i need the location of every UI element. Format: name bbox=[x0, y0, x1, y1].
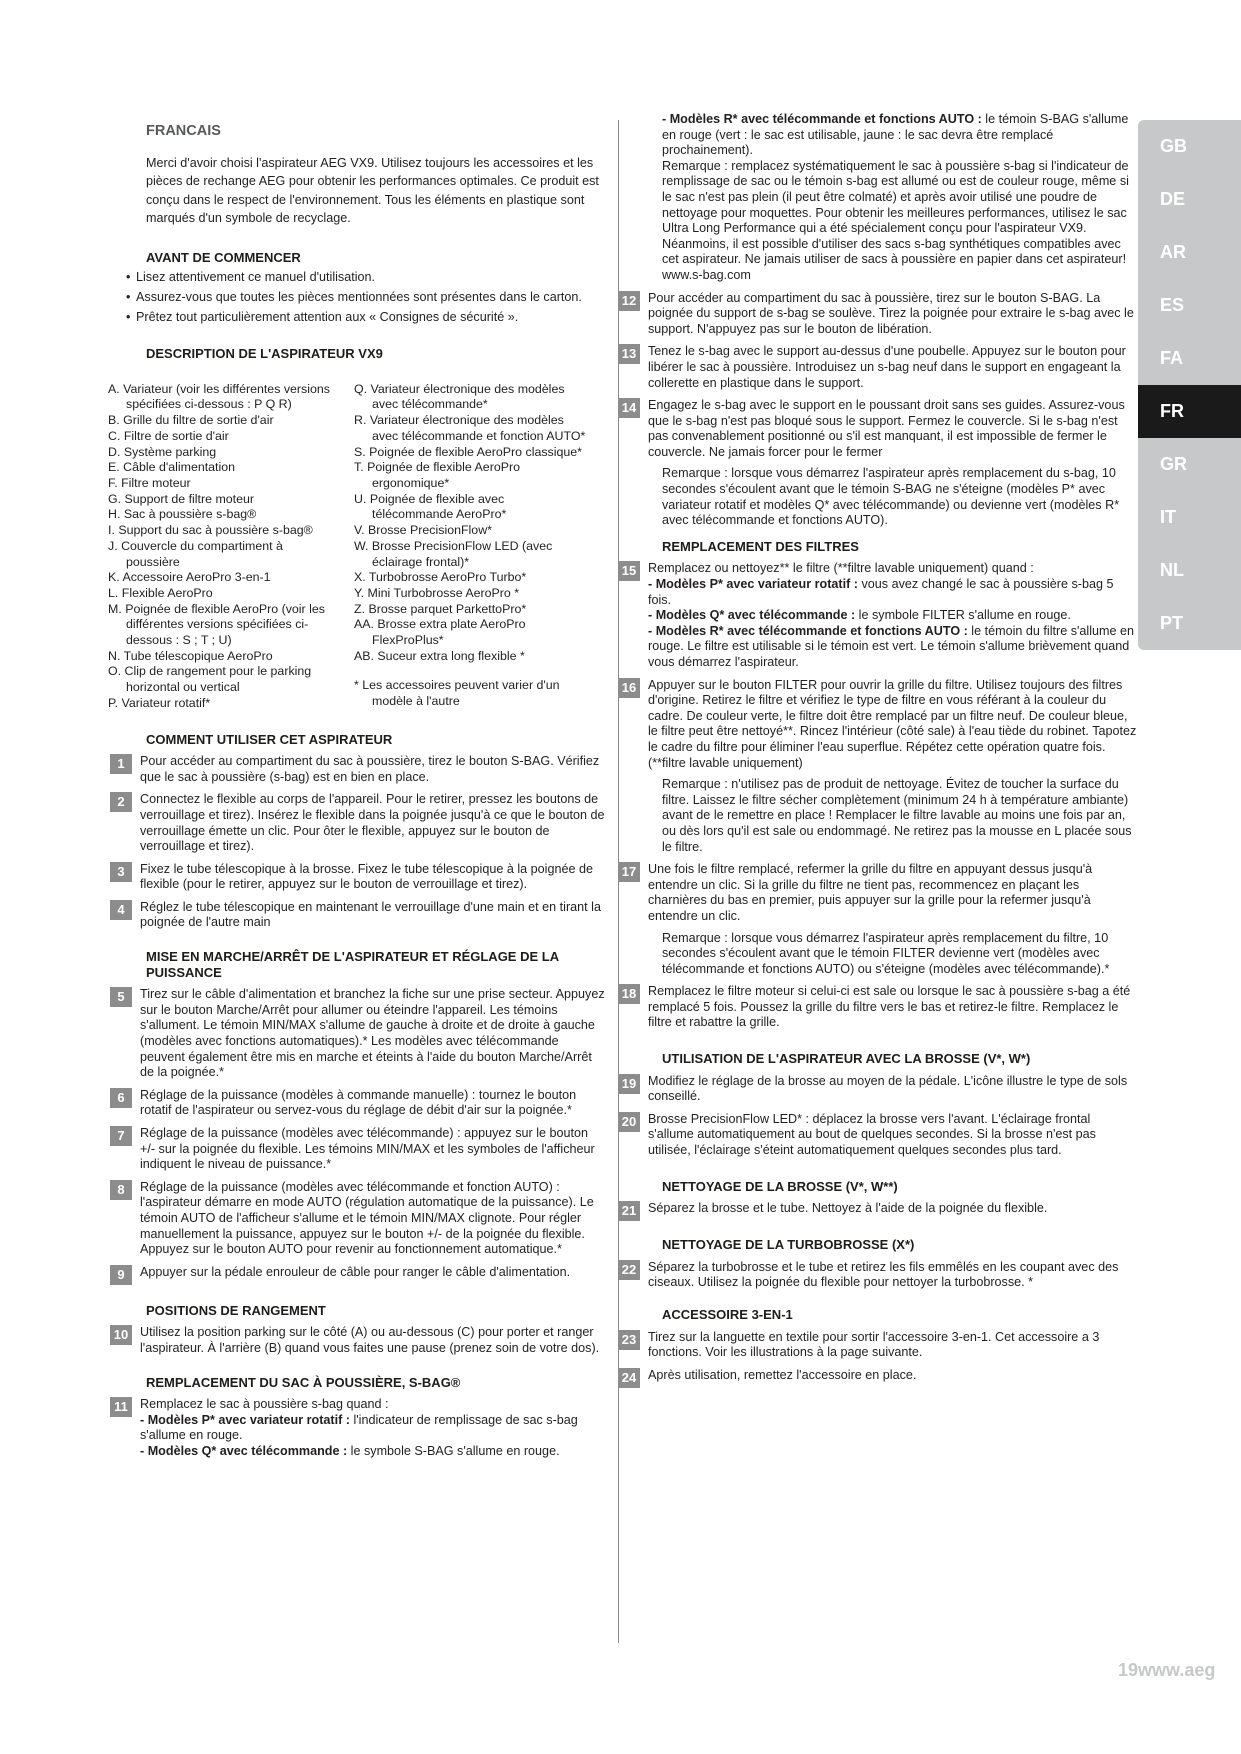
description-heading: DESCRIPTION DE L'ASPIRATEUR VX9 bbox=[146, 346, 383, 362]
part-item: S. Poignée de flexible AeroPro classique* bbox=[354, 444, 582, 459]
step-text: Séparez la brosse et le tube. Nettoyez à l'aide de la poignée du flexible. bbox=[648, 1201, 1048, 1216]
step-number: 6 bbox=[110, 1088, 132, 1108]
part-item: L. Flexible AeroPro bbox=[108, 585, 213, 600]
parts-list bbox=[108, 382, 606, 712]
left-column bbox=[108, 123, 606, 1465]
step-item bbox=[117, 1264, 606, 1285]
step-number: 9 bbox=[110, 1265, 132, 1285]
step-text: Tenez le s-bag avec le support au-dessus d'une poubelle. Appuyez sur le bouton pour libérer le sac à poussière. Introduisez un s-bag neuf dans le support en engageant la collerette en plastique dans le support. bbox=[648, 344, 1126, 390]
model-text: vous avez changé le sac à poussière s-bag 5 fois. bbox=[648, 577, 1114, 607]
model-label: - Modèles Q* avec télécommande : bbox=[648, 608, 856, 623]
step-text: Séparez la turbobrosse et le tube et retirez les fils emmêlés en les coupant avec des ciseaux. Utilisez la poignée du flexible pour nettoyer la turbobrosse. * bbox=[648, 1259, 1119, 1290]
filters-heading: REMPLACEMENT DES FILTRES bbox=[662, 538, 859, 554]
step-text: Réglez le tube télescopique en maintenant le verrouillage d'une main et en tirant la poignée de l'autre main bbox=[140, 899, 601, 930]
step-11-p bbox=[140, 1413, 606, 1444]
part-item: M. Poignée de flexible AeroPro (voir les différentes versions spécifiées ci-dessous : S ; T ; U) bbox=[108, 601, 325, 648]
step-text bbox=[140, 1397, 606, 1459]
step-text: Connectez le flexible au corps de l'appareil. Pour le retirer, pressez les boutons de verrouillage et tirez). Insérez le flexible dans la poignée jusqu'à ce que le bouton de verrouillage émette un clic. Pour ôter le flexible, appuyez sur le bouton de verrouillage et tirez). bbox=[140, 792, 605, 854]
page-title: FRANCAIS bbox=[146, 123, 221, 139]
step-item bbox=[621, 677, 1137, 772]
language-tabs bbox=[1138, 120, 1241, 650]
step-item bbox=[621, 344, 1137, 391]
step-item bbox=[114, 1397, 606, 1459]
model-label: - Modèles R* avec télécommande et fonctions AUTO : bbox=[662, 112, 982, 126]
step-item bbox=[117, 754, 606, 785]
part-item: K. Accessoire AeroPro 3-en-1 bbox=[108, 570, 271, 585]
step-item bbox=[113, 1325, 606, 1356]
remark: Remarque : n'utilisez pas de produit de nettoyage. Évitez de toucher la surface du filtre. Laissez le filtre sécher complètement (minimum 24 h à température ambiante) avant de le remettre en place ! Remplacer le filtre lavable au moins une fois par an, ou dès lors qu'il est sale ou endommagé. Ne retirez pas la mousse en L placée sous le filtre. bbox=[662, 777, 1132, 854]
step-item bbox=[117, 1087, 606, 1119]
parts-note: * Les accessoires peuvent varier d'un modèle à l'autre bbox=[354, 678, 560, 709]
part-item: AB. Suceur extra long flexible * bbox=[354, 648, 525, 663]
brushclean-steps bbox=[621, 1201, 1137, 1221]
step-number: 1 bbox=[110, 754, 132, 774]
brush-steps bbox=[621, 1073, 1137, 1159]
step-text: Pour accéder au compartiment du sac à poussière, tirez sur le bouton S-BAG. La poignée du support de s-bag se soulève. Tirez la poignée pour extraire le s-bag avec le support. N'appuyez pas sur le bouton de libération. bbox=[648, 290, 1134, 336]
step-number: 24 bbox=[618, 1368, 640, 1388]
step-11-intro: Remplacez le sac à poussière s-bag quand : bbox=[140, 1397, 389, 1412]
step-text: Une fois le filtre remplacé, refermer la grille du filtre en appuyant dessus jusqu'à entendre un clic. Si la grille du filtre ne tient pas, recommencez en plaçant les charnières du bas en premier, puis appuyer sur la grille pour la refermer jusqu'à entendre un clic. bbox=[648, 862, 1093, 923]
step-text: Tirez sur la languette en textile pour sortir l'accessoire 3-en-1. Cet accessoire a 3 fonctions. Voir les illustrations à la page suivante. bbox=[648, 1329, 1100, 1360]
step-text: Réglage de la puissance (modèles avec télécommande et fonction AUTO) : l'aspirateur démarre en mode AUTO (régulation automatique de la puissance). Le témoin AUTO de l'afficheur s'allume et le témoin MIN/MAX clignote. Pour régler manuellement la puissance, appuyez sur le bouton +/- de la poignée du flexible. Appuyez sur le bouton AUTO pour revenir au fonctionnement automatique.* bbox=[140, 1179, 594, 1257]
step-text: Engagez le s-bag avec le support en le poussant droit sans ses guides. Assurez-vous que le s-bag n'est pas bloqué sous le support. Fermez le couvercle. Si le s-bag n'est pas convenablement positionné ou s'il est manquant, il est impossible de fermer le couvercle. Ne jamais forcer pour le fermer bbox=[648, 398, 1125, 459]
part-item: Y. Mini Turbobrosse AeroPro * bbox=[354, 585, 520, 600]
part-item: R. Variateur électronique des modèles avec télécommande et fonction AUTO* bbox=[354, 413, 586, 443]
step-11-q bbox=[140, 1444, 606, 1460]
language-tab-pt[interactable]: PT bbox=[1138, 597, 1241, 650]
step-item bbox=[117, 987, 606, 1081]
language-tab-gb[interactable]: GB bbox=[1138, 120, 1241, 173]
step-item bbox=[621, 398, 1137, 460]
step-text: Tirez sur le câble d'alimentation et branchez la fiche sur une prise secteur. Appuyez sur le bouton Marche/Arrêt pour allumer ou éteindre l'appareil. Les témoins s'allument. Le témoin MIN/MAX s'allume de gauche à droite et de droite à gauche (modèles avec fonctions automatiques).* Les modèles avec télécommande peuvent également être mis en marche et éteints à l'aide du bouton Marche/Arrêt de la poignée.* bbox=[140, 987, 605, 1080]
part-item: AA. Brosse extra plate AeroPro FlexProPlus* bbox=[354, 617, 526, 648]
sbag-steps bbox=[621, 290, 1137, 461]
part-item: U. Poignée de flexible avec télécommande AeroPro* bbox=[354, 491, 507, 522]
step-text: Utilisez la position parking sur le côté (A) ou au-dessous (C) pour porter et ranger l'aspirateur. À l'arrière (B) quand vous faites une pause (prenez soin de votre dos). bbox=[140, 1325, 600, 1355]
part-item: Q. Variateur électronique des modèles avec télécommande* bbox=[354, 381, 565, 412]
step-number: 20 bbox=[618, 1112, 640, 1132]
part-item: G. Support de filtre moteur bbox=[108, 491, 255, 506]
step-item bbox=[621, 984, 1137, 1031]
step-item bbox=[621, 1201, 1137, 1221]
step-number: 23 bbox=[618, 1330, 640, 1350]
step-item bbox=[621, 1111, 1137, 1159]
step-text: Réglage de la puissance (modèles à commande manuelle) : tournez le bouton rotatif de l'aspirateur ou servez-vous du réglage de débit d'air sur la poignée.* bbox=[140, 1087, 577, 1118]
part-item: D. Système parking bbox=[108, 444, 217, 459]
step-15-q bbox=[648, 608, 1137, 624]
use-steps bbox=[117, 754, 606, 931]
step-15-intro: Remplacez ou nettoyez** le filtre (**filtre lavable uniquement) quand : bbox=[648, 561, 1034, 576]
step-text: Fixez le tube télescopique à la brosse. Fixez le tube télescopique à la poignée de flexible (pour le retirer, appuyez sur le bouton de verrouillage et tirez). bbox=[140, 861, 593, 892]
list-item: • Assurez-vous que toutes les pièces mentionnées sont présentes dans le carton. bbox=[124, 289, 606, 306]
remark: Remarque : lorsque vous démarrez l'aspirateur après remplacement du filtre, 10 secondes s'écoulent avant que le témoin FILTER devienne vert (modèles avec télécommande et fonctions AUTO) ou s'éteigne (modèles avec télécommande).* bbox=[662, 930, 1110, 976]
model-text: le témoin du filtre s'allume en rouge. Le filtre est utilisable si le témoin est vert. Le témoin s'allume brièvement quand vous démarrez l'aspirateur. bbox=[648, 623, 1135, 669]
step-text: Remplacez le filtre moteur si celui-ci est sale ou lorsque le sac à poussière s-bag a été remplacé 5 fois. Poussez la grille du filtre vers le bas et retirez-le filtre. Remplacez le filtre et rabattre la grille. bbox=[648, 984, 1131, 1030]
step-item bbox=[117, 899, 606, 931]
turbo-steps bbox=[621, 1259, 1137, 1291]
step-number: 15 bbox=[618, 561, 640, 581]
step-item bbox=[117, 1179, 606, 1258]
step-number: 10 bbox=[110, 1325, 132, 1345]
acc-heading: ACCESSOIRE 3-EN-1 bbox=[662, 1307, 793, 1322]
step-text: Pour accéder au compartiment du sac à poussière, tirez le bouton S-BAG. Vérifiez que le sac à poussière (s-bag) est en bien en place. bbox=[140, 754, 600, 784]
language-tab-fa[interactable]: FA bbox=[1138, 332, 1241, 385]
step-number: 22 bbox=[618, 1260, 640, 1280]
part-item: N. Tube télescopique AeroPro bbox=[108, 648, 273, 663]
step-text: Après utilisation, remettez l'accessoire en place. bbox=[648, 1367, 917, 1382]
parts-column-1 bbox=[108, 382, 340, 712]
model-label: - Modèles Q* avec télécommande : bbox=[140, 1443, 348, 1458]
part-item: E. Câble d'alimentation bbox=[108, 460, 236, 475]
part-item: I. Support du sac à poussière s-bag® bbox=[108, 523, 313, 538]
step-number: 14 bbox=[618, 398, 640, 418]
language-tab-es[interactable]: ES bbox=[1138, 279, 1241, 332]
list-item: • Lisez attentivement ce manuel d'utilisation. bbox=[124, 269, 606, 286]
step-item bbox=[117, 1126, 606, 1173]
step-item bbox=[621, 1367, 1137, 1388]
brushclean-heading: NETTOYAGE DE LA BROSSE (V*, W**) bbox=[662, 1178, 898, 1194]
part-item: T. Poignée de flexible AeroPro ergonomique* bbox=[354, 460, 521, 490]
step-number: 18 bbox=[618, 984, 640, 1004]
step-number: 5 bbox=[110, 987, 132, 1007]
step-number: 16 bbox=[618, 678, 640, 698]
turbo-heading: NETTOYAGE DE LA TURBOBROSSE (X*) bbox=[662, 1237, 915, 1253]
part-item: A. Variateur (voir les différentes versions spécifiées ci-dessous : P Q R) bbox=[108, 381, 330, 412]
parts-column-2 bbox=[354, 382, 586, 712]
model-text: le symbole FILTER s'allume en rouge. bbox=[855, 608, 1071, 623]
step-number: 8 bbox=[110, 1180, 132, 1200]
language-tab-gr[interactable]: GR bbox=[1138, 438, 1241, 491]
part-item: P. Variateur rotatif* bbox=[108, 695, 211, 710]
step-15-r bbox=[648, 624, 1137, 671]
remark: Remarque : lorsque vous démarrez l'aspirateur après remplacement du s-bag, 10 secondes s'écoulent avant que le témoin S-BAG ne s'éteigne (modèles P* avec variateur rotatif et modèles Q* avec télécommande) ou devienne vert (modèles R* avec télécommande et fonctions AUTO). bbox=[662, 466, 1120, 528]
step-text bbox=[648, 561, 1137, 670]
step-item bbox=[621, 862, 1137, 924]
step-text: Réglage de la puissance (modèles avec télécommande) : appuyez sur le bouton +/- sur la poignée du flexible. Les témoins MIN/MAX et les symboles de l'afficheur indiquent le niveau de puissance.* bbox=[140, 1126, 595, 1172]
part-item: C. Filtre de sortie d'air bbox=[108, 428, 229, 443]
step-number: 4 bbox=[110, 900, 132, 920]
part-item: H. Sac à poussière s-bag® bbox=[108, 507, 257, 522]
step-item bbox=[621, 290, 1137, 338]
language-tab-ar[interactable]: AR bbox=[1138, 226, 1241, 279]
language-tab-it[interactable]: IT bbox=[1138, 491, 1241, 544]
step-11-r bbox=[632, 112, 1137, 284]
sbag-heading: REMPLACEMENT DU SAC À POUSSIÈRE, S-BAG® bbox=[146, 1374, 461, 1390]
language-tab-nl[interactable]: NL bbox=[1138, 544, 1241, 597]
model-label: - Modèles P* avec variateur rotatif : bbox=[140, 1412, 350, 1427]
step-number: 19 bbox=[618, 1074, 640, 1094]
language-tab-de[interactable]: DE bbox=[1138, 173, 1241, 226]
model-label: - Modèles R* avec télécommande et fonctions AUTO : bbox=[648, 623, 968, 638]
step-text: Appuyer sur le bouton FILTER pour ouvrir la grille du filtre. Utilisez toujours des filtres d'origine. Retirez le filtre et vérifiez le type de filtre en vous référant à la couleur du cadre. De couleur verte, le filtre doit être remplacé par un filtre neuf. De couleur bleue, le filtre peut être nettoyé**. Rincez l'intérieur (côté sale) à l'eau tiède du robinet. Tapotez le cadre du filtre pour éliminer l'eau superflue. Répétez cette opération quatre fois. (**filtre lavable uniquement) bbox=[648, 677, 1137, 770]
step-text: Appuyer sur la pédale enrouleur de câble pour ranger le câble d'alimentation. bbox=[140, 1264, 571, 1279]
power-heading: MISE EN MARCHE/ARRÊT DE L'ASPIRATEUR ET RÉGLAGE DE LA PUISSANCE bbox=[146, 949, 559, 980]
part-item: Z. Brosse parquet ParkettoPro* bbox=[354, 601, 527, 616]
model-text: le symbole S-BAG s'allume en rouge. bbox=[347, 1443, 560, 1458]
step-15-p bbox=[648, 577, 1137, 608]
brush-heading: UTILISATION DE L'ASPIRATEUR AVEC LA BROSSE (V*, W*) bbox=[662, 1051, 1031, 1067]
power-steps bbox=[117, 987, 606, 1285]
language-tab-fr[interactable]: FR bbox=[1138, 385, 1241, 438]
use-heading: COMMENT UTILISER CET ASPIRATEUR bbox=[146, 731, 393, 747]
step-item bbox=[117, 861, 606, 893]
step-number: 3 bbox=[110, 862, 132, 882]
step-number: 13 bbox=[618, 344, 640, 364]
step-number: 17 bbox=[618, 862, 640, 882]
intro-paragraph: Merci d'avoir choisi l'aspirateur AEG VX9. Utilisez toujours les accessoires et les pièces de rechange AEG pour obtenir les performances optimales. Ce produit est conçu dans le respect de l'environnement. Tous les éléments en plastique sont marqués d'un symbole de recyclage. bbox=[146, 155, 599, 226]
part-item: F. Filtre moteur bbox=[108, 476, 191, 490]
model-text: l'indicateur de remplissage de sac s-bag s'allume en rouge. bbox=[140, 1412, 578, 1443]
acc-steps bbox=[621, 1329, 1137, 1388]
right-column bbox=[621, 112, 1137, 1393]
step-item bbox=[621, 1259, 1137, 1291]
step-item bbox=[621, 1073, 1137, 1105]
storage-heading: POSITIONS DE RANGEMENT bbox=[146, 1302, 326, 1318]
part-item: B. Grille du filtre de sortie d'air bbox=[108, 413, 274, 428]
part-item: O. Clip de rangement pour le parking horizontal ou vertical bbox=[108, 664, 312, 695]
avant-heading: AVANT DE COMMENCER bbox=[146, 249, 301, 265]
page-number: 19www.aeg bbox=[1118, 1660, 1216, 1680]
step-number: 11 bbox=[110, 1397, 132, 1417]
step-text: Brosse PrecisionFlow LED* : déplacez la brosse vers l'avant. L'éclairage frontal s'allume automatiquement au bout de quelques secondes. Si la brosse n'est pas utilisée, l'éclairage s'éteint automatiquement quelques secondes plus tard. bbox=[648, 1111, 1096, 1158]
model-label: - Modèles P* avec variateur rotatif : bbox=[648, 577, 858, 592]
step-number: 7 bbox=[110, 1126, 132, 1146]
part-item: J. Couvercle du compartiment à poussière bbox=[108, 538, 283, 569]
model-text: le témoin S-BAG s'allume en rouge (vert : le sac est utilisable, jaune : le sac devra être remplacé prochainement). bbox=[662, 112, 1129, 158]
part-item: V. Brosse PrecisionFlow* bbox=[354, 523, 492, 538]
part-item: W. Brosse PrecisionFlow LED (avec éclairage frontal)* bbox=[354, 538, 553, 569]
remark: Remarque : remplacez systématiquement le sac à poussière s-bag si l'indicateur de remplissage de sac ou le témoin s-bag est allumé ou est de couleur rouge, même si le sac n'est pas plein (il peut être colmaté) et après avoir utilisé une poudre de nettoyage pour moquettes. Pour obtenir les meilleures performances, utilisez le sac Ultra Long Performance qui a été spécialement conçu pour l'aspirateur VX9. Néanmoins, il est possible d'utiliser des sacs s-bag synthétiques compatibles avec cet aspirateur. Ne jamais utiliser de sacs à poussière en papier dans cet aspirateur! www.s-bag.com bbox=[662, 158, 1129, 282]
storage-steps bbox=[113, 1325, 606, 1356]
avant-list bbox=[124, 269, 606, 326]
step-item bbox=[621, 561, 1137, 670]
step-item bbox=[117, 792, 606, 854]
step-number: 2 bbox=[110, 792, 132, 812]
step-item bbox=[621, 1329, 1137, 1361]
step-text: Modifiez le réglage de la brosse au moyen de la pédale. L'icône illustre le type de sols conseillé. bbox=[648, 1073, 1128, 1104]
list-item: • Prêtez tout particulièrement attention aux « Consignes de sécurité ». bbox=[124, 309, 606, 326]
step-number: 12 bbox=[618, 291, 640, 311]
step-number: 21 bbox=[618, 1201, 640, 1221]
part-item: X. Turbobrosse AeroPro Turbo* bbox=[354, 570, 527, 585]
